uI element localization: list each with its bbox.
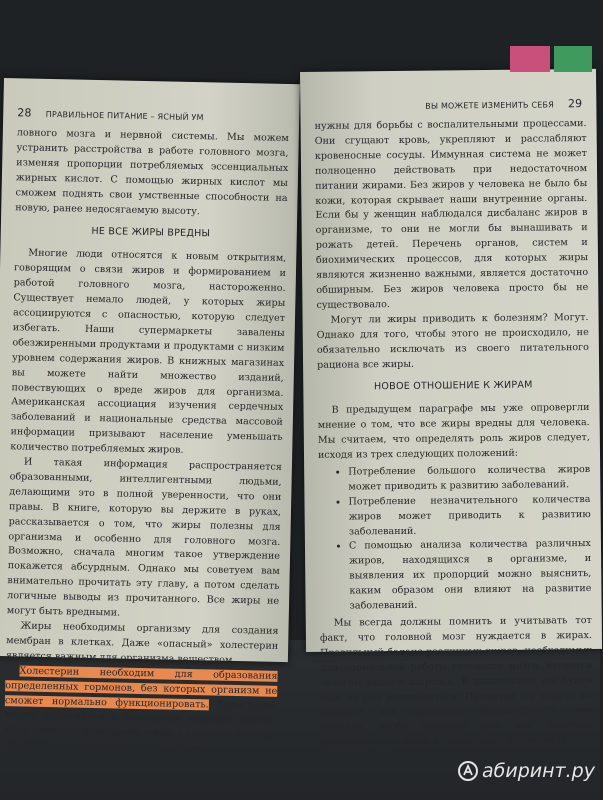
green-tab bbox=[554, 46, 592, 72]
left-para-2: И такая информация распространяется образованными, интеллигентными людьми, делающими это в полной уверенности, что они правы. В книге, которую вы держите в руках, рассказывается о том, что жиры полезны для организма и особенно для головного мозга. Возможно, сначала многим такое утверждение покажется абсурдным. Однако мы советуем вам внимательно прочитать эту главу, а потом сделать логичные выводы из прочитанного. Все жиры не могут быть вредными. bbox=[6, 456, 283, 619]
left-para-3: Жиры необходимы организму для создания мембран в клетках. Даже «опасный» холестерин является важным для организма веществом. bbox=[5, 620, 279, 666]
right-para-intro: нужны для борьбы с воспалительными процессами. Они сгущают кровь, укрепляют и расслабляют кровеносные сосуды. Иммунная система не может полноценно действовать при недостаточном питании жирами. Без жиров у человека не было бы кожи, которая скрывает наши внутренние органы. Если бы у женщин наблюдался дисбаланс жиров в организме, то они не могли бы вынашивать и рожать детей. Перечень органов, систем и биохимических процессов, для которых жиры являются жизненно важными, является достаточно обширным. Без жиров человека просто бы не существовало. bbox=[314, 118, 589, 311]
bullet-item: • С помощью анализа количества различных жиров, находящихся в организме, и выявления их пропорций можно выяснить, каким образом они влияют на развитие заболеваний. bbox=[349, 537, 592, 614]
watermark-text: абиринт.ру bbox=[482, 760, 595, 782]
right-page-header bbox=[314, 97, 582, 113]
right-page bbox=[300, 69, 602, 749]
right-para-2: В предыдущем параграфе мы уже опровергли мнение о том, что все жиры вредны для человека. Мы считаем, что определять роль жиров следует, исходя из трех следующих положений: bbox=[317, 402, 590, 461]
right-page-number: 29 bbox=[567, 97, 583, 111]
left-page-body bbox=[4, 126, 289, 759]
left-page bbox=[0, 78, 300, 755]
watermark bbox=[458, 760, 595, 782]
left-para-1: Многие люди относятся к новым открытиям, говорящим о связи жиров и формированием и работой головного мозга, настороженно. Существует немало людей, у которых жиры ассоциируются с опасностью, которую следует избегать. Наши супермаркеты завалены обезжиренными продуктами и продуктами с низким уровнем содержания жиров. В книжных магазинах вы можете найти множество изданий, повествующих о вреде жиров для организма. Американская ассоциация изучения сердечных заболеваний и национальные средства массовой информации призывают население уменьшать количество потребляемых жиров. bbox=[10, 247, 287, 456]
right-running-head: ВЫ МОЖЕТЕ ИЗМЕНИТЬ СЕБЯ bbox=[425, 100, 554, 111]
pink-tab bbox=[510, 46, 550, 72]
labyrinth-logo-icon bbox=[458, 761, 478, 781]
right-para-1: Могут ли жиры приводить к болезням? Могут. Однако для того, чтобы этого не происходило, не обязательно исключать из своего питательного рациона все жиры. bbox=[316, 311, 589, 371]
bullet-item: • Потребление незначительного количества жиров может приводить к развитию заболеваний. bbox=[348, 493, 590, 540]
left-para-intro: ловного мозга и нервной системы. Мы можем устранить расстройства в работе головного мозга, изменяя пропорции потребляемых эссенциальных жирных кислот. С помощью жирных кислот мы сможем поднять свои умственные способности на новую, ранее недосягаемую высоту. bbox=[15, 127, 289, 217]
left-page-number: 28 bbox=[17, 106, 32, 120]
bullet-list bbox=[318, 463, 592, 615]
left-para-4 bbox=[4, 664, 278, 759]
right-page-body bbox=[315, 117, 594, 751]
left-section-heading: НЕ ВСЕ ЖИРЫ ВРЕДНЫ bbox=[91, 226, 211, 240]
left-page-header bbox=[17, 106, 285, 125]
left-para-4-rest: Холестерин также содержится в мембранах нервных клеток. Наш организм использует жиры в качестве топлива для усиления структуры клеток. Жиры bbox=[3, 698, 278, 755]
highlighted-sentence: Холестерин необходим для образования определенных гормонов, без которых организм не сможет нормально функционировать. bbox=[4, 665, 278, 710]
right-para-3: Мы всегда должны помнить и учитывать тот факт, что головной мозг нуждается в жирах. Правильный баланс различных жиров, необходимых для нормальной работы головного мозга, является залогом вашего здоровья. В дальнейшем мы будем еще не раз возвращаться. Прочитав эту книгу, вы поймете, как правильно сбалансировать свое питание, чтобы головной мозг мог получать разнообразные жиры в правильных пропорциях. bbox=[319, 614, 593, 749]
left-running-head: ПРАВИЛЬНОЕ ПИТАНИЕ – ЯСНЫЙ УМ bbox=[45, 109, 204, 123]
bullet-item: • Потребление большого количества жиров может приводить к развитию заболеваний. bbox=[348, 463, 590, 495]
right-section-heading: НОВОЕ ОТНОШЕНИЕ К ЖИРАМ bbox=[373, 379, 533, 393]
